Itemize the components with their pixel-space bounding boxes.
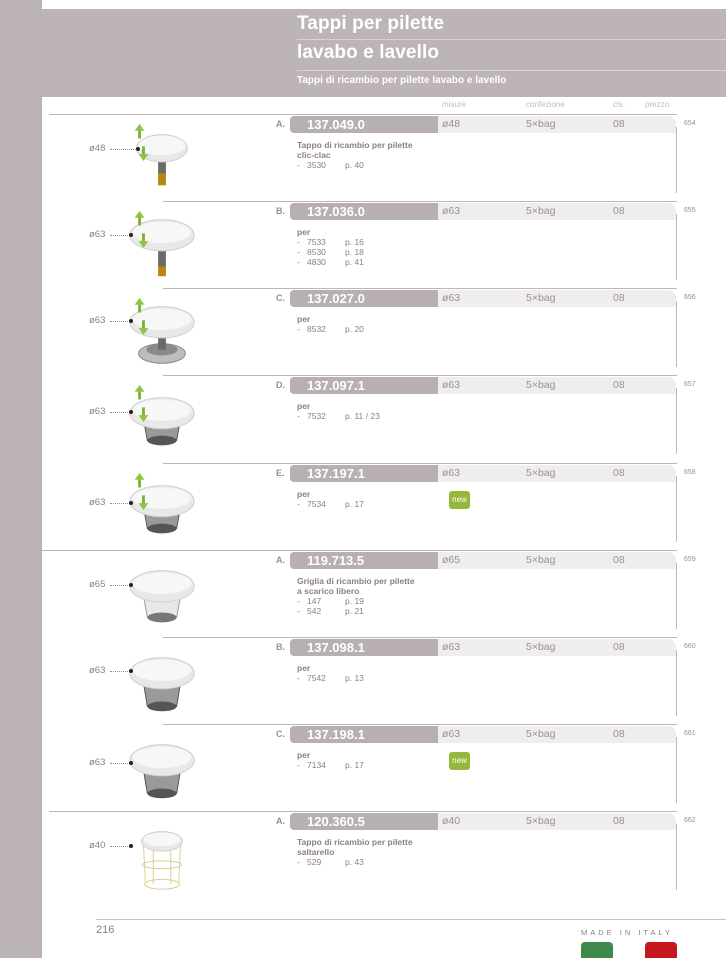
ref-page: p. 16 bbox=[345, 237, 364, 247]
ref-page: p. 17 bbox=[345, 499, 364, 509]
column-header-confezione: confezione bbox=[526, 100, 565, 109]
product-row bbox=[0, 550, 726, 637]
cls-value: 08 bbox=[613, 554, 625, 566]
ref-model: 8530 bbox=[307, 247, 326, 257]
cross-reference: - 8530 p. 18 bbox=[297, 247, 364, 257]
dimension-leader bbox=[110, 149, 138, 150]
row-divider bbox=[163, 463, 677, 464]
ref-model: 3530 bbox=[307, 160, 326, 170]
variant-letter: D. bbox=[276, 380, 285, 390]
cross-reference: - 147 p. 19 bbox=[297, 596, 364, 606]
page-number: 216 bbox=[96, 924, 115, 936]
product-illustration bbox=[122, 379, 202, 461]
product-description bbox=[297, 576, 415, 616]
dimension-dot bbox=[129, 410, 133, 414]
cross-reference: - 542 p. 21 bbox=[297, 606, 364, 616]
cross-reference: - 7534 p. 17 bbox=[297, 499, 364, 509]
cls-value: 08 bbox=[613, 205, 625, 217]
ref-page: p. 11 / 23 bbox=[345, 411, 380, 421]
reference-number: 662 bbox=[684, 817, 696, 824]
product-code: 119.713.5 bbox=[307, 553, 365, 568]
product-code: 137.198.1 bbox=[307, 727, 365, 742]
header-rule bbox=[297, 39, 726, 40]
footer-divider bbox=[96, 919, 726, 920]
product-description bbox=[297, 140, 413, 170]
product-description bbox=[297, 750, 364, 770]
diameter-label: ø63 bbox=[89, 315, 106, 326]
dimension-leader bbox=[110, 412, 130, 413]
cls-value: 08 bbox=[613, 641, 625, 653]
column-header-cls: cls. bbox=[613, 100, 625, 109]
product-description bbox=[297, 837, 413, 867]
new-badge: new bbox=[449, 491, 470, 509]
spec-row bbox=[438, 377, 676, 394]
product-code: 137.098.1 bbox=[307, 640, 365, 655]
reference-number: 658 bbox=[684, 469, 696, 476]
dimension-leader bbox=[110, 763, 130, 764]
spec-row bbox=[438, 813, 676, 830]
ref-model: 147 bbox=[307, 596, 322, 606]
row-border bbox=[676, 824, 677, 890]
product-desc-title: Tappo di ricambio per pilette bbox=[297, 837, 413, 847]
product-code-box bbox=[290, 639, 438, 656]
reference-number: 655 bbox=[684, 207, 696, 214]
product-description bbox=[297, 314, 364, 334]
row-divider bbox=[49, 811, 677, 812]
product-code-box bbox=[290, 552, 438, 569]
size-value: ø63 bbox=[442, 728, 461, 740]
ref-page: p. 13 bbox=[345, 673, 364, 683]
dimension-dot bbox=[129, 583, 133, 587]
cross-reference: - 529 p. 43 bbox=[297, 857, 364, 867]
dimension-dot bbox=[129, 233, 133, 237]
cross-reference: - 8532 p. 20 bbox=[297, 324, 364, 334]
new-badge: new bbox=[449, 752, 470, 770]
dimension-dot bbox=[129, 761, 133, 765]
diameter-label: ø48 bbox=[89, 143, 106, 154]
pack-value: 5×bag bbox=[526, 815, 556, 827]
product-code-box bbox=[290, 726, 438, 743]
spec-row bbox=[438, 290, 676, 307]
product-row bbox=[0, 288, 726, 375]
pack-value: 5×bag bbox=[526, 467, 556, 479]
ref-model: 7533 bbox=[307, 237, 326, 247]
row-border bbox=[676, 301, 677, 367]
diameter-label: ø63 bbox=[89, 757, 106, 768]
ref-page: p. 21 bbox=[345, 606, 364, 616]
row-divider bbox=[163, 637, 677, 638]
cls-value: 08 bbox=[613, 292, 625, 304]
reference-number: 656 bbox=[684, 294, 696, 301]
column-header-prezzo: prezzo bbox=[645, 100, 670, 109]
pack-value: 5×bag bbox=[526, 379, 556, 391]
variant-letter: B. bbox=[276, 642, 285, 652]
reference-number: 654 bbox=[684, 120, 696, 127]
diameter-label: ø63 bbox=[89, 497, 106, 508]
product-row bbox=[0, 463, 726, 550]
size-value: ø63 bbox=[442, 379, 461, 391]
dimension-leader bbox=[110, 671, 130, 672]
ref-model: 542 bbox=[307, 606, 322, 616]
diameter-label: ø63 bbox=[89, 406, 106, 417]
product-row bbox=[0, 375, 726, 462]
pack-value: 5×bag bbox=[526, 554, 556, 566]
row-border bbox=[676, 737, 677, 803]
ref-page: p. 41 bbox=[345, 257, 364, 267]
product-illustration bbox=[122, 815, 202, 897]
product-description bbox=[297, 663, 364, 683]
ref-page: p. 40 bbox=[345, 160, 364, 170]
row-divider bbox=[163, 375, 677, 376]
row-divider bbox=[0, 550, 677, 551]
product-desc-title: Tappo di ricambio per pilette bbox=[297, 140, 413, 150]
variant-letter: C. bbox=[276, 729, 285, 739]
product-code-box bbox=[290, 813, 438, 830]
cls-value: 08 bbox=[613, 728, 625, 740]
dimension-leader bbox=[110, 585, 130, 586]
product-illustration bbox=[122, 728, 202, 810]
product-illustration bbox=[122, 467, 202, 549]
product-code-box bbox=[290, 377, 438, 394]
dimension-dot bbox=[129, 319, 133, 323]
pack-value: 5×bag bbox=[526, 728, 556, 740]
product-illustration bbox=[122, 118, 202, 200]
row-border bbox=[676, 476, 677, 542]
reference-number: 657 bbox=[684, 381, 696, 388]
product-desc-title: per bbox=[297, 314, 311, 324]
dimension-leader bbox=[110, 235, 130, 236]
product-desc-title: saltarello bbox=[297, 847, 335, 857]
product-illustration bbox=[122, 292, 202, 374]
product-code: 137.097.1 bbox=[307, 378, 365, 393]
row-divider bbox=[163, 724, 677, 725]
cross-reference: - 7532 p. 11 / 23 bbox=[297, 411, 380, 421]
product-row bbox=[0, 811, 726, 898]
spec-row bbox=[438, 465, 676, 482]
pack-value: 5×bag bbox=[526, 205, 556, 217]
section-header bbox=[42, 9, 726, 97]
size-value: ø63 bbox=[442, 205, 461, 217]
pack-value: 5×bag bbox=[526, 118, 556, 130]
product-illustration bbox=[122, 205, 202, 287]
cross-reference: - 7134 p. 17 bbox=[297, 760, 364, 770]
cross-reference: - 3530 p. 40 bbox=[297, 160, 364, 170]
product-row bbox=[0, 724, 726, 811]
reference-number: 661 bbox=[684, 730, 696, 737]
product-row bbox=[0, 637, 726, 724]
dimension-dot bbox=[129, 669, 133, 673]
dimension-dot bbox=[129, 844, 133, 848]
cross-reference: - 7533 p. 16 bbox=[297, 237, 364, 247]
page-title-line2: lavabo e lavello bbox=[297, 42, 440, 63]
dimension-dot bbox=[136, 147, 140, 151]
flag-red-tab bbox=[645, 942, 677, 958]
variant-letter: E. bbox=[276, 468, 285, 478]
dimension-leader bbox=[110, 321, 130, 322]
product-desc-title: per bbox=[297, 663, 311, 673]
ref-model: 529 bbox=[307, 857, 322, 867]
spec-row bbox=[438, 552, 676, 569]
dimension-dot bbox=[129, 501, 133, 505]
pack-value: 5×bag bbox=[526, 292, 556, 304]
header-rule bbox=[297, 70, 726, 71]
diameter-label: ø40 bbox=[89, 840, 106, 851]
cross-reference: - 7542 p. 13 bbox=[297, 673, 364, 683]
product-code: 137.197.1 bbox=[307, 466, 365, 481]
product-illustration bbox=[122, 554, 202, 636]
spec-row bbox=[438, 203, 676, 220]
product-desc-title: per bbox=[297, 401, 311, 411]
variant-letter: A. bbox=[276, 119, 285, 129]
product-code-box bbox=[290, 290, 438, 307]
size-value: ø63 bbox=[442, 467, 461, 479]
spec-row bbox=[438, 116, 676, 133]
row-divider bbox=[163, 288, 677, 289]
product-code: 137.027.0 bbox=[307, 291, 365, 306]
flag-green-tab bbox=[581, 942, 613, 958]
product-description bbox=[297, 489, 364, 509]
ref-page: p. 20 bbox=[345, 324, 364, 334]
product-row bbox=[0, 201, 726, 288]
variant-letter: A. bbox=[276, 816, 285, 826]
spec-row bbox=[438, 639, 676, 656]
dimension-leader bbox=[110, 503, 130, 504]
product-description bbox=[297, 227, 364, 267]
made-in-italy-label: MADE IN ITALY bbox=[581, 928, 674, 937]
ref-page: p. 19 bbox=[345, 596, 364, 606]
cls-value: 08 bbox=[613, 118, 625, 130]
product-description bbox=[297, 401, 380, 421]
diameter-label: ø63 bbox=[89, 665, 106, 676]
row-border bbox=[676, 650, 677, 716]
product-desc-title: Griglia di ricambio per pilette bbox=[297, 576, 415, 586]
row-border bbox=[676, 127, 677, 193]
row-border bbox=[676, 563, 677, 629]
ref-page: p. 18 bbox=[345, 247, 364, 257]
product-desc-title: a scarico libero bbox=[297, 586, 360, 596]
size-value: ø63 bbox=[442, 641, 461, 653]
cls-value: 08 bbox=[613, 467, 625, 479]
reference-number: 660 bbox=[684, 643, 696, 650]
size-value: ø40 bbox=[442, 815, 461, 827]
ref-page: p. 43 bbox=[345, 857, 364, 867]
cls-value: 08 bbox=[613, 815, 625, 827]
diameter-label: ø63 bbox=[89, 229, 106, 240]
product-row bbox=[0, 114, 726, 201]
cross-reference: - 4830 p. 41 bbox=[297, 257, 364, 267]
reference-number: 659 bbox=[684, 556, 696, 563]
ref-model: 4830 bbox=[307, 257, 326, 267]
spec-row bbox=[438, 726, 676, 743]
ref-model: 7542 bbox=[307, 673, 326, 683]
size-value: ø63 bbox=[442, 292, 461, 304]
product-desc-title: per bbox=[297, 227, 311, 237]
variant-letter: C. bbox=[276, 293, 285, 303]
ref-page: p. 17 bbox=[345, 760, 364, 770]
diameter-label: ø65 bbox=[89, 579, 106, 590]
size-value: ø65 bbox=[442, 554, 461, 566]
row-border bbox=[676, 214, 677, 280]
column-header-misure: misure bbox=[442, 100, 467, 109]
pack-value: 5×bag bbox=[526, 641, 556, 653]
product-code-box bbox=[290, 116, 438, 133]
row-divider bbox=[163, 201, 677, 202]
variant-letter: B. bbox=[276, 206, 285, 216]
variant-letter: A. bbox=[276, 555, 285, 565]
cls-value: 08 bbox=[613, 379, 625, 391]
row-border bbox=[676, 388, 677, 454]
size-value: ø48 bbox=[442, 118, 461, 130]
ref-model: 7532 bbox=[307, 411, 326, 421]
product-desc-title: per bbox=[297, 489, 311, 499]
ref-model: 7134 bbox=[307, 760, 326, 770]
dimension-leader bbox=[110, 846, 130, 847]
product-code-box bbox=[290, 203, 438, 220]
product-illustration bbox=[122, 641, 202, 723]
product-code: 137.036.0 bbox=[307, 204, 365, 219]
product-desc-title: per bbox=[297, 750, 311, 760]
product-code: 120.360.5 bbox=[307, 814, 365, 829]
row-divider bbox=[49, 114, 677, 115]
page-title-line1: Tappi per pilette bbox=[297, 13, 445, 34]
ref-model: 8532 bbox=[307, 324, 326, 334]
product-code: 137.049.0 bbox=[307, 117, 365, 132]
ref-model: 7534 bbox=[307, 499, 326, 509]
product-desc-title: clic-clac bbox=[297, 150, 331, 160]
product-code-box bbox=[290, 465, 438, 482]
page-subtitle: Tappi di ricambio per pilette lavabo e lavello bbox=[297, 75, 507, 86]
